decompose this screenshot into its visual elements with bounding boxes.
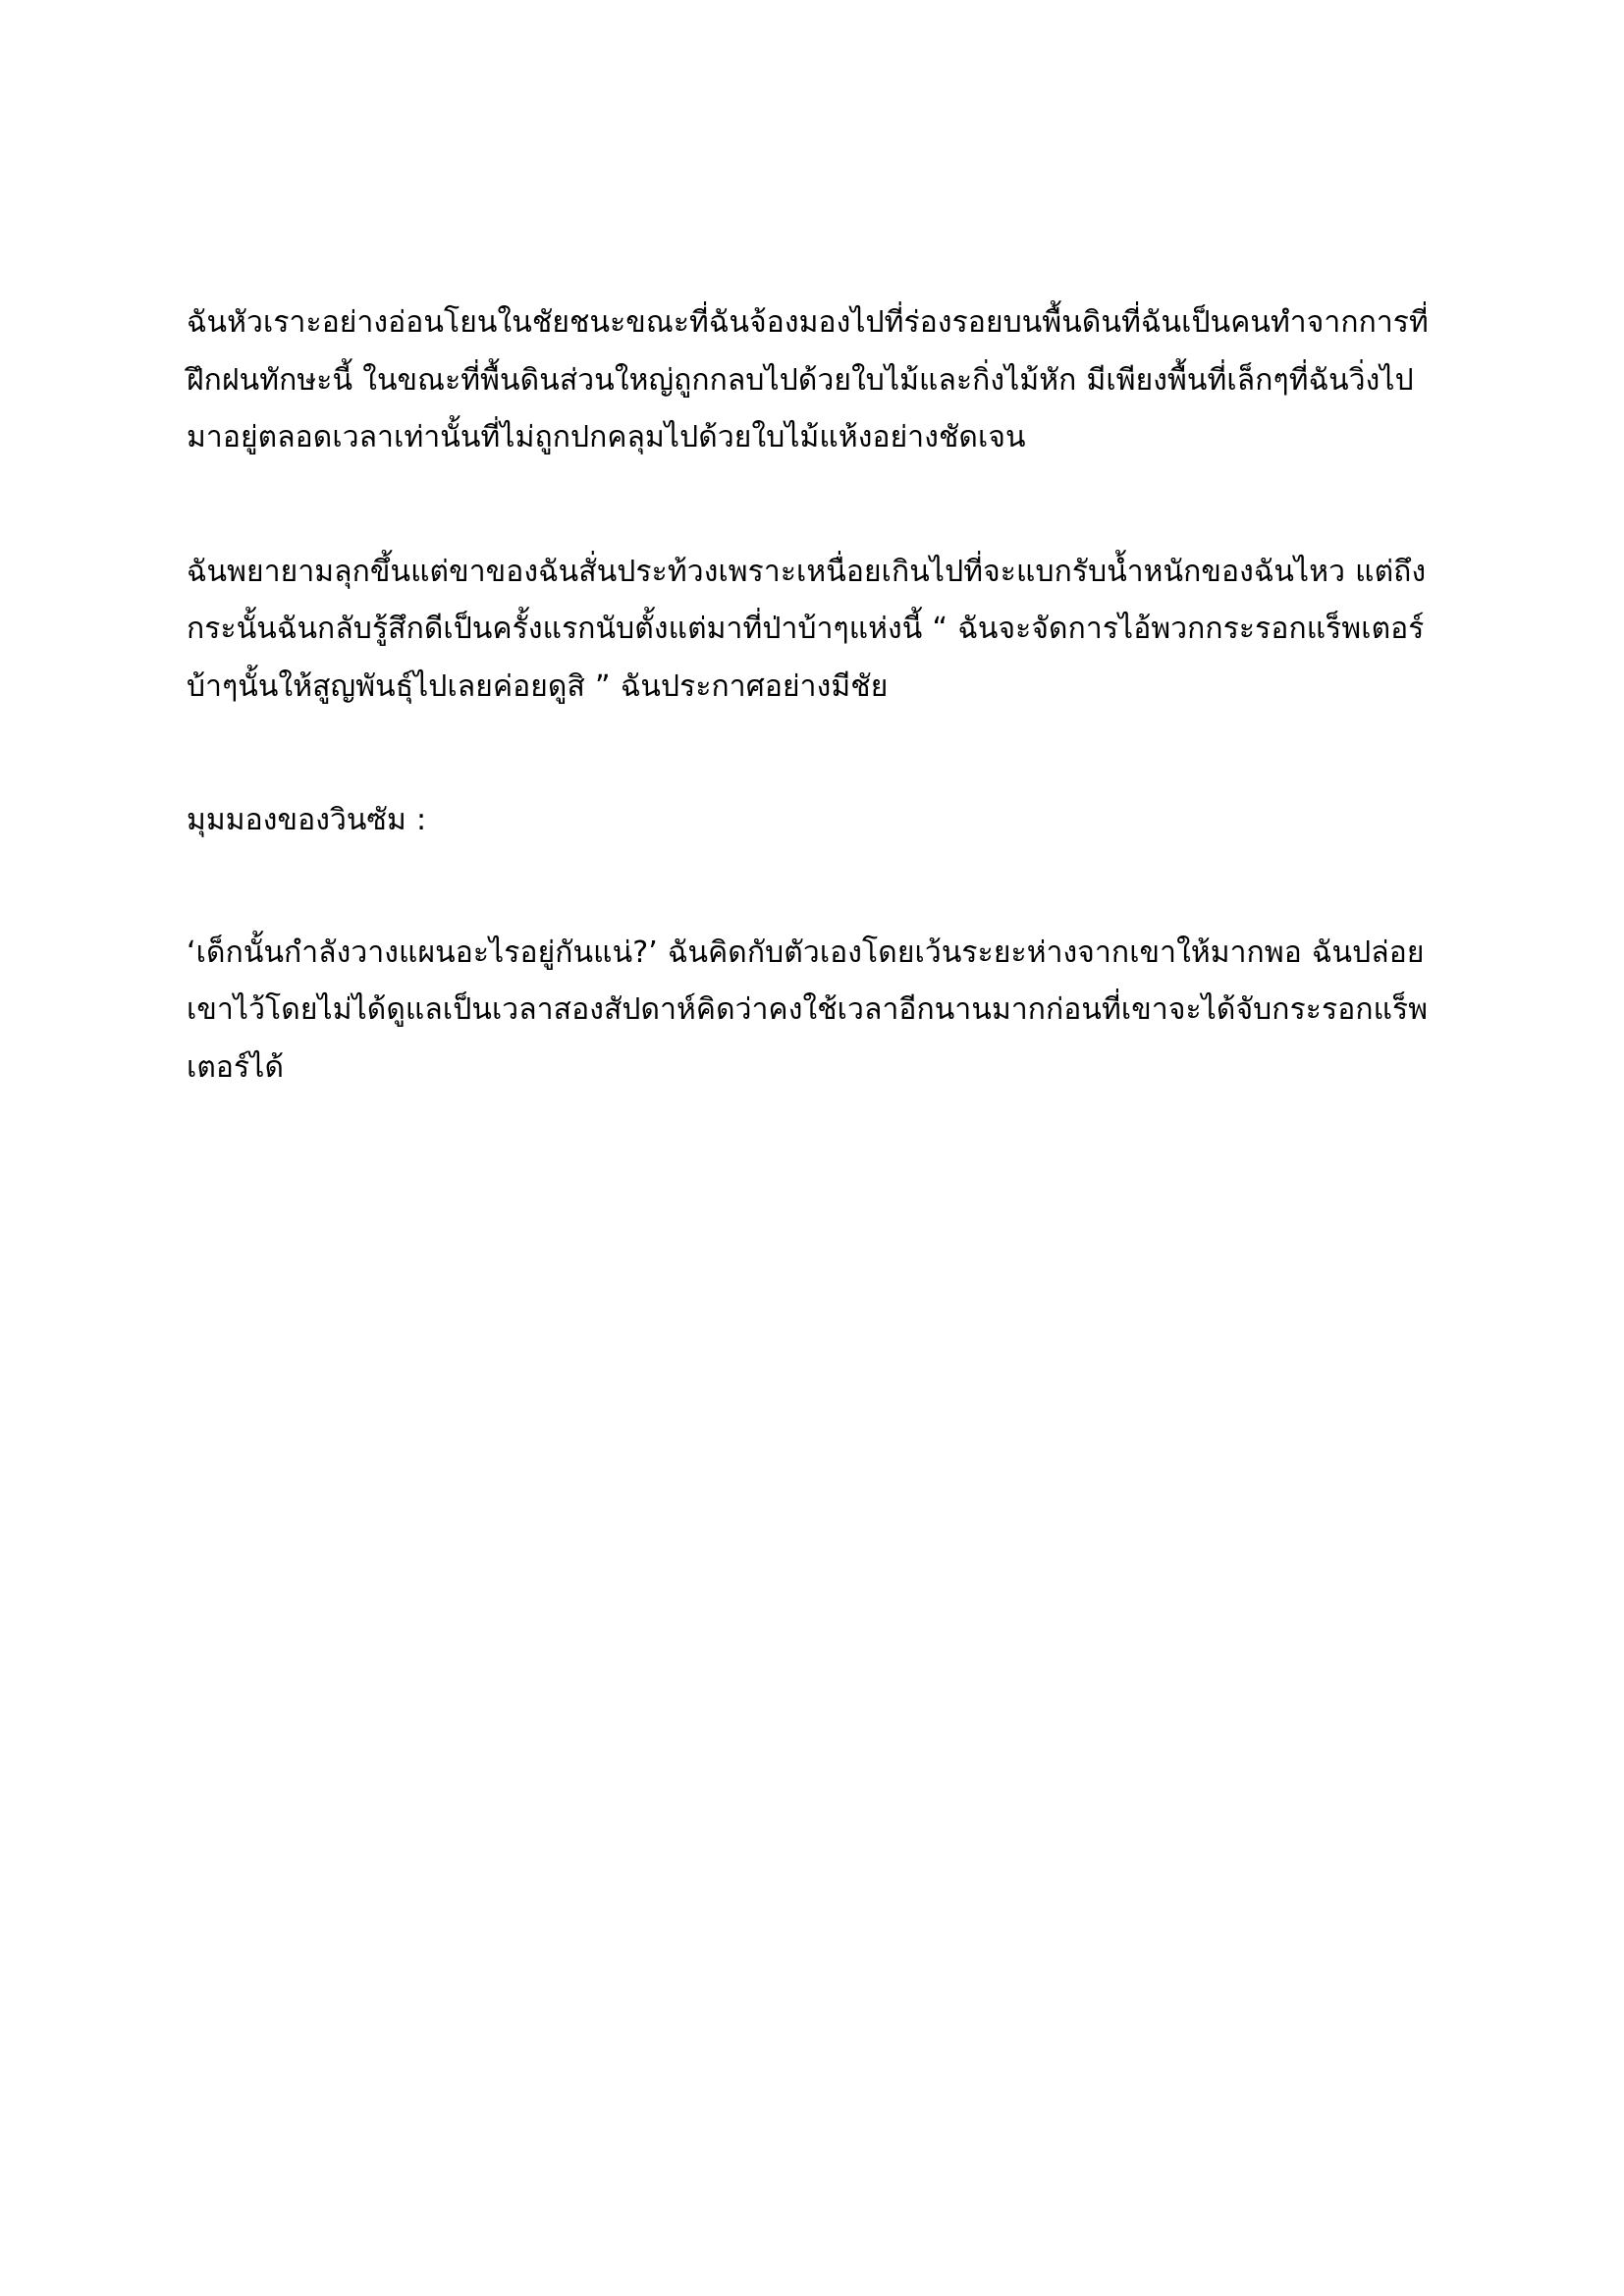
paragraph-spacer-3 — [187, 850, 1438, 925]
paragraph-2: ฉันพยายามลุกขึ้นแต่ขาของฉันสั่นประท้วงเพราะเหนื่อยเกินไปที่จะแบกรับน้ำหนักของฉันไหว แต่ถึงกระนั้นฉันกลับรู้สึกดีเป็นครั้งแรกนับตั้งแต่มาที่ป่าบ้าๆแห่งนี้ “ ฉันจะจัดการไอ้พวกกระรอกแร็พเตอร์บ้าๆนั้นให้สูญพันธุ์ไปเลยค่อยดูสิ ” ฉันประกาศอย่างมีชัย — [187, 554, 1427, 704]
paragraph-spacer-2 — [187, 716, 1438, 792]
paragraph-spacer-1 — [187, 467, 1438, 544]
paragraph-1: ฉันหัวเราะอย่างอ่อนโยนในชัยชนะขณะที่ฉันจ้องมองไปที่ร่องรอยบนพื้นดินที่ฉันเป็นคนทำจากการที่ฝึกฝนทักษะนี้ ในขณะที่พื้นดินส่วนใหญ่ถูกกลบไปด้วยใบไม้และกิ่งไม้หัก มีเพียงพื้นที่เล็กๆที่ฉันวิ่งไปมาอยู่ตลอดเวลาเท่านั้นที่ไม่ถูกปกคลุมไปด้วยใบไม้แห้งอย่างชัดเจน — [187, 305, 1429, 454]
paragraph-4: ‘เด็กนั้นกำลังวางแผนอะไรอยู่กันแน่?’ ฉันคิดกับตัวเองโดยเว้นระยะห่างจากเขาให้มากพอ ฉันปล่อยเขาไว้โดยไม่ได้ดูแลเป็นเวลาสองสัปดาห์คิดว่าคงใช้เวลาอีกนานมากก่อนที่เขาจะได้จับกระรอกแร็พเตอร์ได้ — [187, 934, 1429, 1085]
paragraph-3-pov-heading: มุมมองของวินซัม : — [187, 803, 427, 837]
document-body — [187, 294, 1438, 1096]
